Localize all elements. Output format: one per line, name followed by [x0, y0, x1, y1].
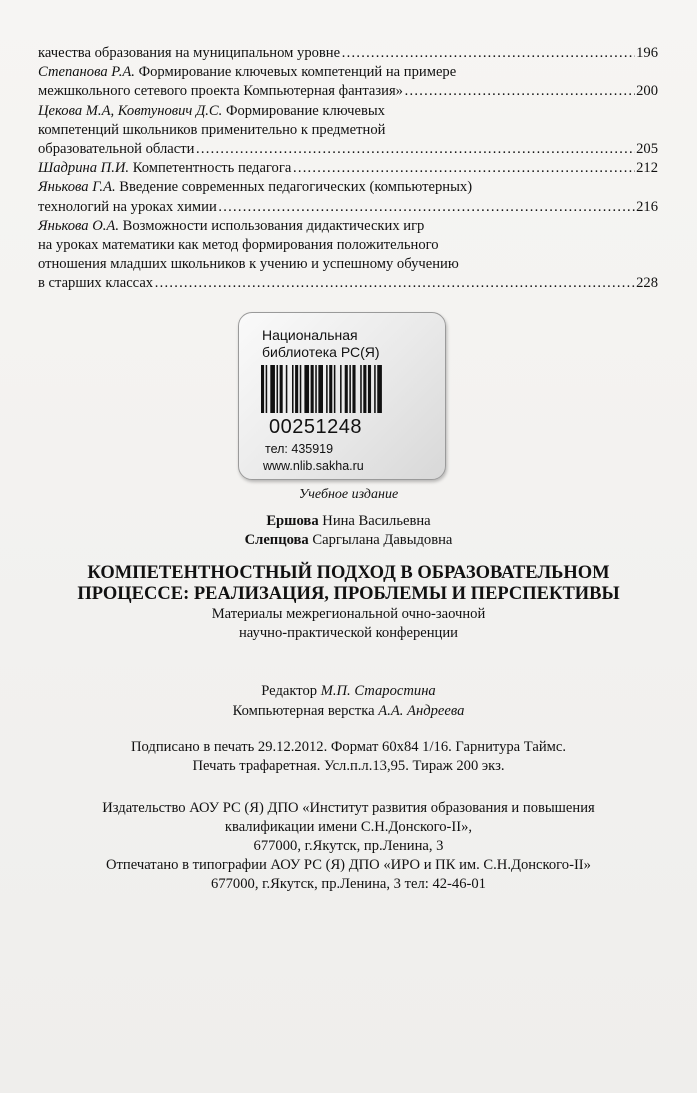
toc-leader-dots	[154, 274, 635, 293]
barcode-bar	[318, 365, 323, 413]
sticker-library-name-line1: Национальная	[262, 327, 358, 343]
barcode-bar	[295, 365, 298, 413]
toc-author: Янькова Г.А.	[38, 179, 116, 196]
printer-line-2: 677000, г.Якутск, пр.Ленина, 3 тел: 42-46-01	[211, 876, 486, 892]
toc-entry	[38, 102, 658, 160]
book-title-line-2: ПРОЦЕССЕ: РЕАЛИЗАЦИЯ, ПРОБЛЕМЫ И ПЕРСПЕКТИВЫ	[77, 584, 620, 604]
toc-line	[38, 102, 658, 121]
publisher-line-3: 677000, г.Якутск, пр.Ленина, 3	[253, 838, 444, 854]
barcode-bar	[352, 365, 355, 413]
book-subtitle-line-1: Материалы межрегиональной очно-заочной	[211, 606, 486, 622]
layout-label: Компьютерная верстка	[232, 703, 379, 719]
publisher-line-2: квалификации имени С.Н.Донского-II»,	[224, 819, 473, 835]
toc-page-number: 205	[636, 141, 658, 158]
barcode-bar	[292, 365, 294, 413]
toc-text: Формирование ключевых	[225, 102, 385, 119]
toc-text: технологий на уроках химии	[38, 198, 217, 215]
toc-page-number: 212	[636, 160, 658, 177]
toc-leader-dots	[292, 159, 635, 178]
toc-text: Компетентность педагога	[132, 160, 292, 177]
barcode-bar	[368, 365, 371, 413]
toc-text: качества образования на муниципальном уровне	[38, 45, 341, 61]
toc-author: Степанова Р.А.	[38, 64, 135, 81]
book-title-line-1: КОМПЕТЕНТНОСТНЫЙ ПОДХОД В ОБРАЗОВАТЕЛЬНОМ	[87, 563, 610, 583]
toc-entry	[38, 178, 658, 216]
publisher-line-1: Издательство АОУ РС (Я) ДПО «Институт развития образования и повышения	[102, 800, 595, 816]
printer-line-1: Отпечатано в типографии АОУ РС (Я) ДПО «ИРО и ПК им. С.Н.Донского-II»	[106, 857, 591, 873]
barcode-bar	[340, 365, 342, 413]
editor-label: Редактор	[261, 683, 321, 699]
toc-author: Цекова М.А, Ковтунович Д.С.	[38, 102, 223, 119]
toc-leader-dots	[218, 198, 635, 217]
edition-type: Учебное издание	[298, 487, 399, 502]
barcode-bar	[286, 365, 288, 413]
toc-leader-dots	[341, 44, 635, 63]
toc-text: на уроках математики как метод формирования положительного	[38, 237, 439, 254]
author-2-name: Саргылана Давыдовна	[308, 532, 453, 548]
barcode-bar	[300, 365, 302, 413]
toc-line	[38, 140, 658, 159]
toc-text: Возможности использования дидактических игр	[122, 217, 425, 234]
layout-name: А.А. Андреева	[378, 703, 465, 719]
editor-credit	[0, 683, 697, 700]
barcode-bar	[345, 365, 348, 413]
barcode-bar	[360, 365, 362, 413]
barcode-bar	[270, 365, 275, 413]
layout-credit	[0, 703, 697, 720]
barcode-bar	[280, 365, 283, 413]
toc-line	[38, 44, 658, 63]
barcode-bar	[266, 365, 268, 413]
barcode-bar	[363, 365, 366, 413]
toc-line	[38, 63, 658, 82]
barcode-bar	[311, 365, 314, 413]
toc-line	[38, 121, 658, 140]
barcode-bar	[326, 365, 328, 413]
toc-author: Янькова О.А.	[38, 217, 119, 234]
toc-page-number: 196	[636, 45, 658, 61]
toc-leader-dots	[404, 82, 635, 101]
table-of-contents	[38, 44, 658, 294]
sticker-website: www.nlib.sakha.ru	[263, 459, 364, 473]
toc-line	[38, 198, 658, 217]
barcode-bar	[377, 365, 382, 413]
author-2-surname: Слепцова	[244, 532, 309, 548]
toc-text: отношения младших школьников к учению и успешному обучению	[38, 256, 459, 273]
toc-entry	[38, 63, 658, 101]
book-subtitle-line-2: научно-практической конференции	[239, 625, 458, 641]
toc-author: Шадрина П.И.	[38, 160, 130, 177]
toc-page-number: 216	[636, 198, 658, 215]
barcode-bar	[334, 365, 336, 413]
toc-line	[38, 274, 658, 293]
toc-line	[38, 159, 658, 178]
barcode-bar	[349, 365, 351, 413]
toc-line	[38, 178, 658, 197]
print-details: Печать трафаретная. Усл.п.л.13,95. Тираж 200 экз.	[192, 758, 505, 774]
library-barcode-sticker	[238, 312, 446, 480]
toc-entry	[38, 217, 658, 294]
sticker-barcode-number: 00251248	[269, 416, 362, 438]
barcode-bar	[261, 365, 264, 413]
toc-line	[38, 217, 658, 236]
author-1	[0, 513, 697, 530]
toc-text: образовательной области	[38, 141, 195, 158]
barcode-icon	[259, 365, 431, 413]
barcode-bar	[329, 365, 332, 413]
toc-text: компетенций школьников применительно к предметной	[38, 121, 386, 138]
toc-text: в старших классах	[38, 275, 154, 292]
barcode-bar	[304, 365, 309, 413]
barcode-bar	[374, 365, 376, 413]
signed-to-print: Подписано в печать 29.12.2012. Формат 60х84 1/16. Гарнитура Таймс.	[130, 739, 566, 755]
sticker-phone: тел: 435919	[265, 442, 334, 456]
toc-text: Введение современных педагогических (компьютерных)	[119, 179, 473, 196]
toc-entry	[38, 159, 658, 178]
author-2	[0, 532, 697, 549]
toc-text: Формирование ключевых компетенций на примере	[138, 64, 457, 81]
author-1-name: Нина Васильевна	[318, 513, 431, 529]
toc-leader-dots	[195, 140, 635, 159]
toc-line	[38, 255, 658, 274]
barcode-bar	[277, 365, 279, 413]
toc-line	[38, 82, 658, 101]
toc-line	[38, 236, 658, 255]
sticker-library-name-line2: библиотека РС(Я)	[262, 344, 380, 360]
author-1-surname: Ершова	[266, 513, 319, 529]
toc-page-number: 228	[636, 275, 658, 292]
editor-name: М.П. Старостина	[320, 683, 436, 699]
toc-entry	[38, 44, 658, 63]
toc-text: межшкольного сетевого проекта Компьютерная фантазия»	[38, 83, 403, 100]
barcode-bar	[315, 365, 317, 413]
toc-page-number: 200	[636, 83, 658, 100]
